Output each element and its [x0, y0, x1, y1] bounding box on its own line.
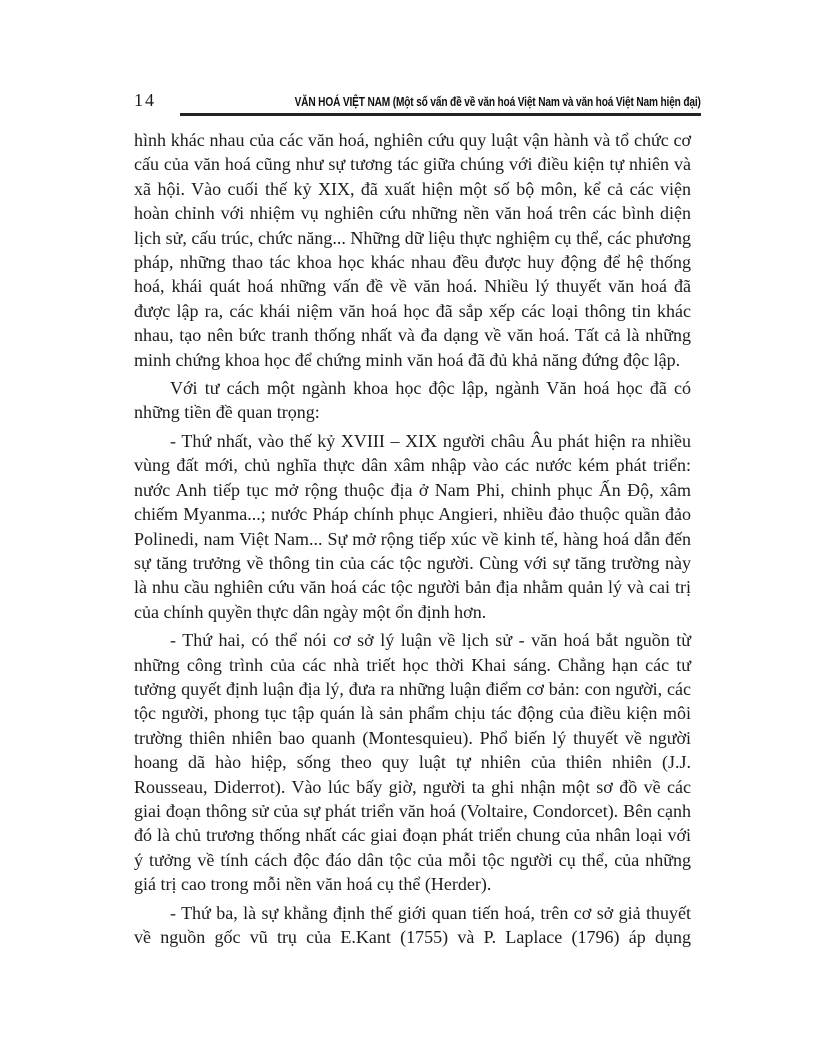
page-header [134, 90, 701, 116]
paragraph-continuation: hình khác nhau của các văn hoá, nghiên cứu quy luật vận hành và tổ chức cơ cấu của văn hoá cũng như sự tương tác giữa chúng với điều kiện tự nhiên và xã hội. Vào cuối thế kỷ XIX, đã xuất hiện một số bộ môn, kể cả các viện hoàn chỉnh với nhiệm vụ nghiên cứu những nền văn hoá trên các bình diện lịch sử, cấu trúc, chức năng... Những dữ liệu thực nghiệm cụ thể, các phương pháp, những thao tác khoa học khác nhau đều được huy động để hệ thống hoá, khái quát hoá những vấn đề về văn hoá. Nhiều lý thuyết văn hoá đã được lập ra, các khái niệm văn hoá học đã sắp xếp các loại thông tin khác nhau, tạo nên bức tranh thống nhất và đa dạng về văn hoá. Tất cả là những minh chứng khoa học để chứng minh văn hoá đã đủ khả năng đứng độc lập. [134, 130, 691, 370]
paragraph-thu-hai: - Thứ hai, có thể nói cơ sở lý luận về lịch sử - văn hoá bắt nguồn từ những công trình của các nhà triết học thời Khai sáng. Chẳng hạn các tư tưởng quyết định luận địa lý, đưa ra những luận điểm cơ bản: con người, các tộc người, phong tục tập quán là sản phẩm chịu tác động của điều kiện môi trường thiên nhiên bao quanh (Montesquieu). Phổ biến lý thuyết về người hoang dã hào hiệp, sống theo quy luật tự nhiên của thiên nhiên (J.J. Rousseau, Diderrot). Vào lúc bấy giờ, người ta ghi nhận một sơ đồ về các giai đoạn thông sử của sự phát triển văn hoá (Voltaire, Condorcet). Bên cạnh đó là chủ trương thống nhất các giai đoạn phát triển chung của nhân loại với ý tưởng về tính cách độc đáo dân tộc của mỗi tộc người cụ thể, của những giá trị cao trong mỗi nền văn hoá cụ thể (Herder). [134, 630, 691, 895]
running-title-rule [180, 95, 701, 116]
page-number: 14 [134, 90, 156, 110]
running-title: VĂN HOÁ VIỆT NAM (Một số vấn đề về văn hoá Việt Nam và văn hoá Việt Nam hiện đại) [294, 94, 701, 109]
paragraph-premises-intro: Với tư cách một ngành khoa học độc lập, ngành Văn hoá học đã có những tiền đề quan trọng: [134, 378, 691, 423]
paragraph-thu-nhat: - Thứ nhất, vào thế kỷ XVIII – XIX người châu Âu phát hiện ra nhiều vùng đất mới, chủ nghĩa thực dân xâm nhập vào các nước kém phát triển: nước Anh tiếp tục mở rộng thuộc địa ở Nam Phi, chinh phục Ấn Độ, xâm chiếm Myanma...; nước Pháp chính phục Angieri, nhiều đảo thuộc quần đảo Polinedi, nam Việt Nam... Sự mở rộng tiếp xúc về kinh tế, hàng hoá dẫn đến sự tăng trưởng về thông tin của các tộc người. Cùng với sự tăng trường này là nhu cầu nghiên cứu văn hoá các tộc người bản địa nhằm quản lý và cai trị của chính quyền thực dân ngày một ổn định hơn. [134, 430, 691, 622]
paragraph-thu-ba: - Thứ ba, là sự khẳng định thế giới quan tiến hoá, trên cơ sở giả thuyết về nguồn gốc vũ trụ của E.Kant (1755) và P. Laplace (1796) áp dụng [134, 902, 691, 947]
body-text [134, 128, 691, 949]
